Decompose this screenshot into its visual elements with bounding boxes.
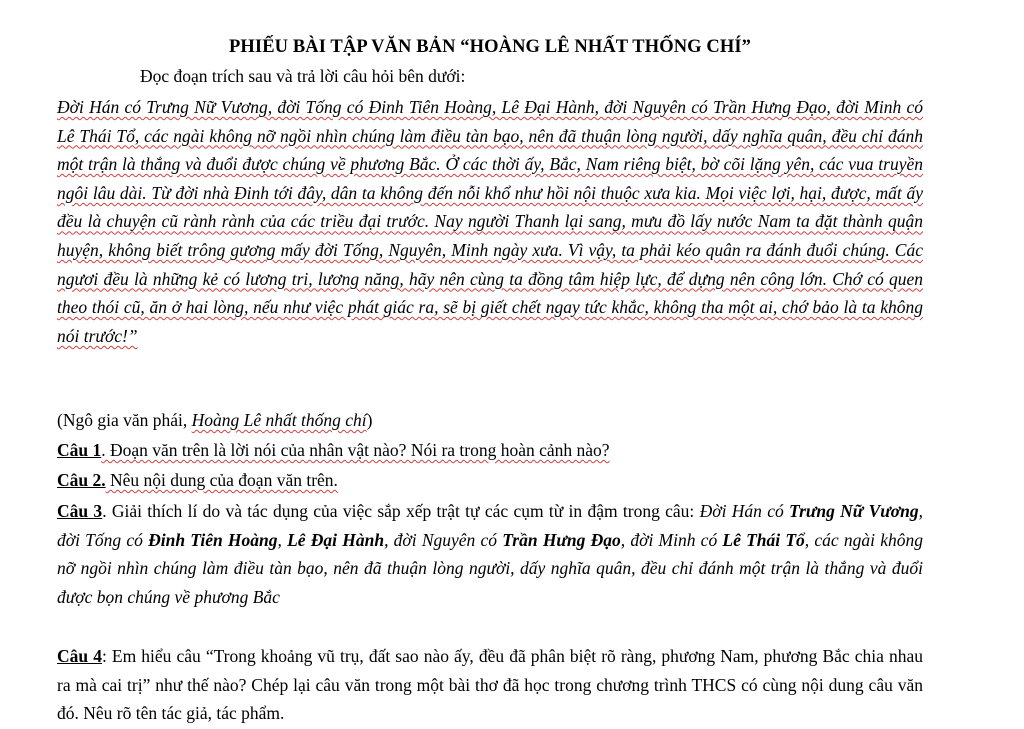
source-work: Hoàng Lê nhất thống chí — [191, 410, 367, 430]
instruction: Đọc đoạn trích sau và trả lời câu hỏi bên dưới: — [140, 66, 466, 86]
question-3 — [57, 497, 923, 611]
quote-seg-1: Đời Hán có — [699, 501, 790, 521]
source-suffix: ) — [366, 410, 373, 430]
quote-bold-3: Lê Đại Hành — [287, 529, 385, 550]
question-1-text: . Đoạn văn trên là lời nói của nhân vật nào? Nói ra trong hoàn cảnh nào? — [101, 440, 610, 460]
quote-seg-6: , các ngài không nỡ ngồi nhìn chúng làm điều tàn bạo, nên đã thuận lòng người, dấy nghĩa quân, đều chỉ đánh một trận là thắng và đuổi được bọn chúng về phương Bắc — [57, 529, 923, 607]
question-2-label: Câu 2. — [57, 470, 106, 490]
question-1 — [57, 440, 923, 461]
question-4-label: Câu 4 — [57, 646, 102, 666]
quote-seg-4: , đời Nguyên có — [384, 529, 503, 550]
quote-seg-5: , đời Minh có — [620, 529, 723, 550]
question-4 — [57, 642, 923, 728]
question-1-label: Câu 1 — [57, 440, 102, 460]
source-prefix: (Ngô gia văn phái, — [57, 410, 192, 430]
page-title: PHIẾU BÀI TẬP VĂN BẢN “HOÀNG LÊ NHẤT THỐNG CHÍ” — [229, 37, 751, 57]
question-2 — [57, 470, 923, 491]
quote-seg-3: , — [277, 529, 288, 550]
question-3-intro: . Giải thích lí do và tác dụng của việc sắp xếp trật tự các cụm từ in đậm trong câu: — [102, 501, 700, 521]
source-citation — [57, 410, 372, 431]
quote-bold-4: Trần Hưng Đạo — [502, 529, 621, 550]
quote-bold-1: Trưng Nữ Vương — [789, 501, 919, 521]
quote-seg-2: , đời Tống có — [57, 501, 923, 550]
question-2-text: Nêu nội dung của đoạn văn trên. — [105, 470, 338, 490]
quote-bold-2: Đinh Tiên Hoàng — [148, 529, 278, 550]
question-3-label: Câu 3 — [57, 501, 103, 521]
passage-text: Đời Hán có Trưng Nữ Vương, đời Tống có Đinh Tiên Hoàng, Lê Đại Hành, đời Nguyên có Trần Hưng Đạo, đời Minh có Lê Thái Tổ, các ngài không nỡ ngồi nhìn chúng làm điều tàn bạo, nên đã thuận lòng người, dấy nghĩa quân, đều chỉ đánh một trận là thắng và đuổi được chúng về phương Bắc. Ở các thời ấy, Bắc, Nam riêng biệt, bờ cõi lặng yên, các vua truyền ngôi lâu dài. Từ đời nhà Đinh tới đây, dân ta không đến nỗi khổ như hồi nội thuộc xưa kia. Mọi việc lợi, hại, được, mất ấy đều là chuyện cũ rành rành của các triều đại trước. Nay người Thanh lại sang, mưu đồ lấy nước Nam ta đặt thành quận huyện, không biết trông gương mấy đời Tống, Nguyên, Minh ngày xưa. Vì vậy, ta phải kéo quân ra đánh đuổi chúng. Các ngươi đều là những kẻ có lương tri, lương năng, hãy nên cùng ta đồng tâm hiệp lực, để dựng nên công lớn. Chớ có quen theo thói cũ, ăn ở hai lòng, nếu như việc phát giác ra, sẽ bị giết chết ngay tức khắc, không tha một ai, chớ bảo là ta không nói trước!” — [57, 97, 923, 346]
question-4-text: : Em hiểu câu “Trong khoảng vũ trụ, đất sao nào ấy, đều đã phân biệt rõ ràng, phương Nam, phương Bắc chia nhau ra mà cai trị” như thế nào? Chép lại câu văn trong một bài thơ đã học trong chương trình THCS có cùng nội dung câu văn đó. Nêu rõ tên tác giả, tác phẩm. — [57, 646, 923, 724]
quote-bold-5: Lê Thái Tổ — [722, 529, 805, 550]
excerpt-passage — [57, 93, 923, 350]
